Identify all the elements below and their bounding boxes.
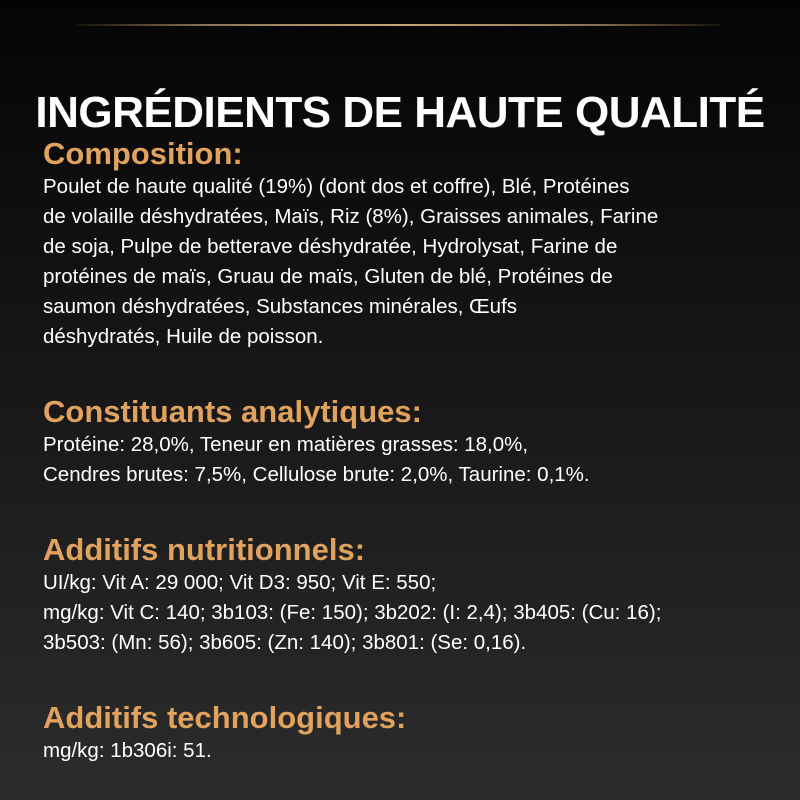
technological-additives-text [43,736,773,766]
technological-additives-heading: Additifs technologiques: [43,700,407,735]
nutritional-additives-text [43,568,773,658]
nutritional-additives-section [43,532,773,658]
analytical-line: Cendres brutes: 7,5%, Cellulose brute: 2,0%, Taurine: 0,1%. [43,463,590,486]
composition-section [43,136,773,352]
composition-line: déshydratés, Huile de poisson. [43,325,324,348]
technological-additives-section [43,700,773,766]
composition-line: Poulet de haute qualité (19%) (dont dos et coffre), Blé, Protéines [43,175,630,198]
analytical-constituents-text [43,430,773,490]
composition-line: de volaille déshydratées, Maïs, Riz (8%), Graisses animales, Farine [43,205,659,228]
top-divider [75,24,721,26]
nutritional-line: UI/kg: Vit A: 29 000; Vit D3: 950; Vit E: 550; [43,571,437,594]
nutritional-line: 3b503: (Mn: 56); 3b605: (Zn: 140); 3b801: (Se: 0,16). [43,631,527,654]
analytical-constituents-heading: Constituants analytiques: [43,394,422,429]
technological-line: mg/kg: 1b306i: 51. [43,739,212,762]
composition-heading: Composition: [43,136,243,171]
analytical-constituents-section [43,394,773,490]
composition-text [43,172,773,352]
composition-line: de soja, Pulpe de betterave déshydratée, Hydrolysat, Farine de [43,235,618,258]
analytical-line: Protéine: 28,0%, Teneur en matières grasses: 18,0%, [43,433,529,456]
page-title: INGRÉDIENTS DE HAUTE QUALITÉ [35,88,765,138]
composition-line: protéines de maïs, Gruau de maïs, Gluten de blé, Protéines de [43,265,613,288]
nutritional-additives-heading: Additifs nutritionnels: [43,532,366,567]
nutritional-line: mg/kg: Vit C: 140; 3b103: (Fe: 150); 3b202: (I: 2,4); 3b405: (Cu: 16); [43,601,662,624]
composition-line: saumon déshydratées, Substances minérales, Œufs [43,295,518,318]
